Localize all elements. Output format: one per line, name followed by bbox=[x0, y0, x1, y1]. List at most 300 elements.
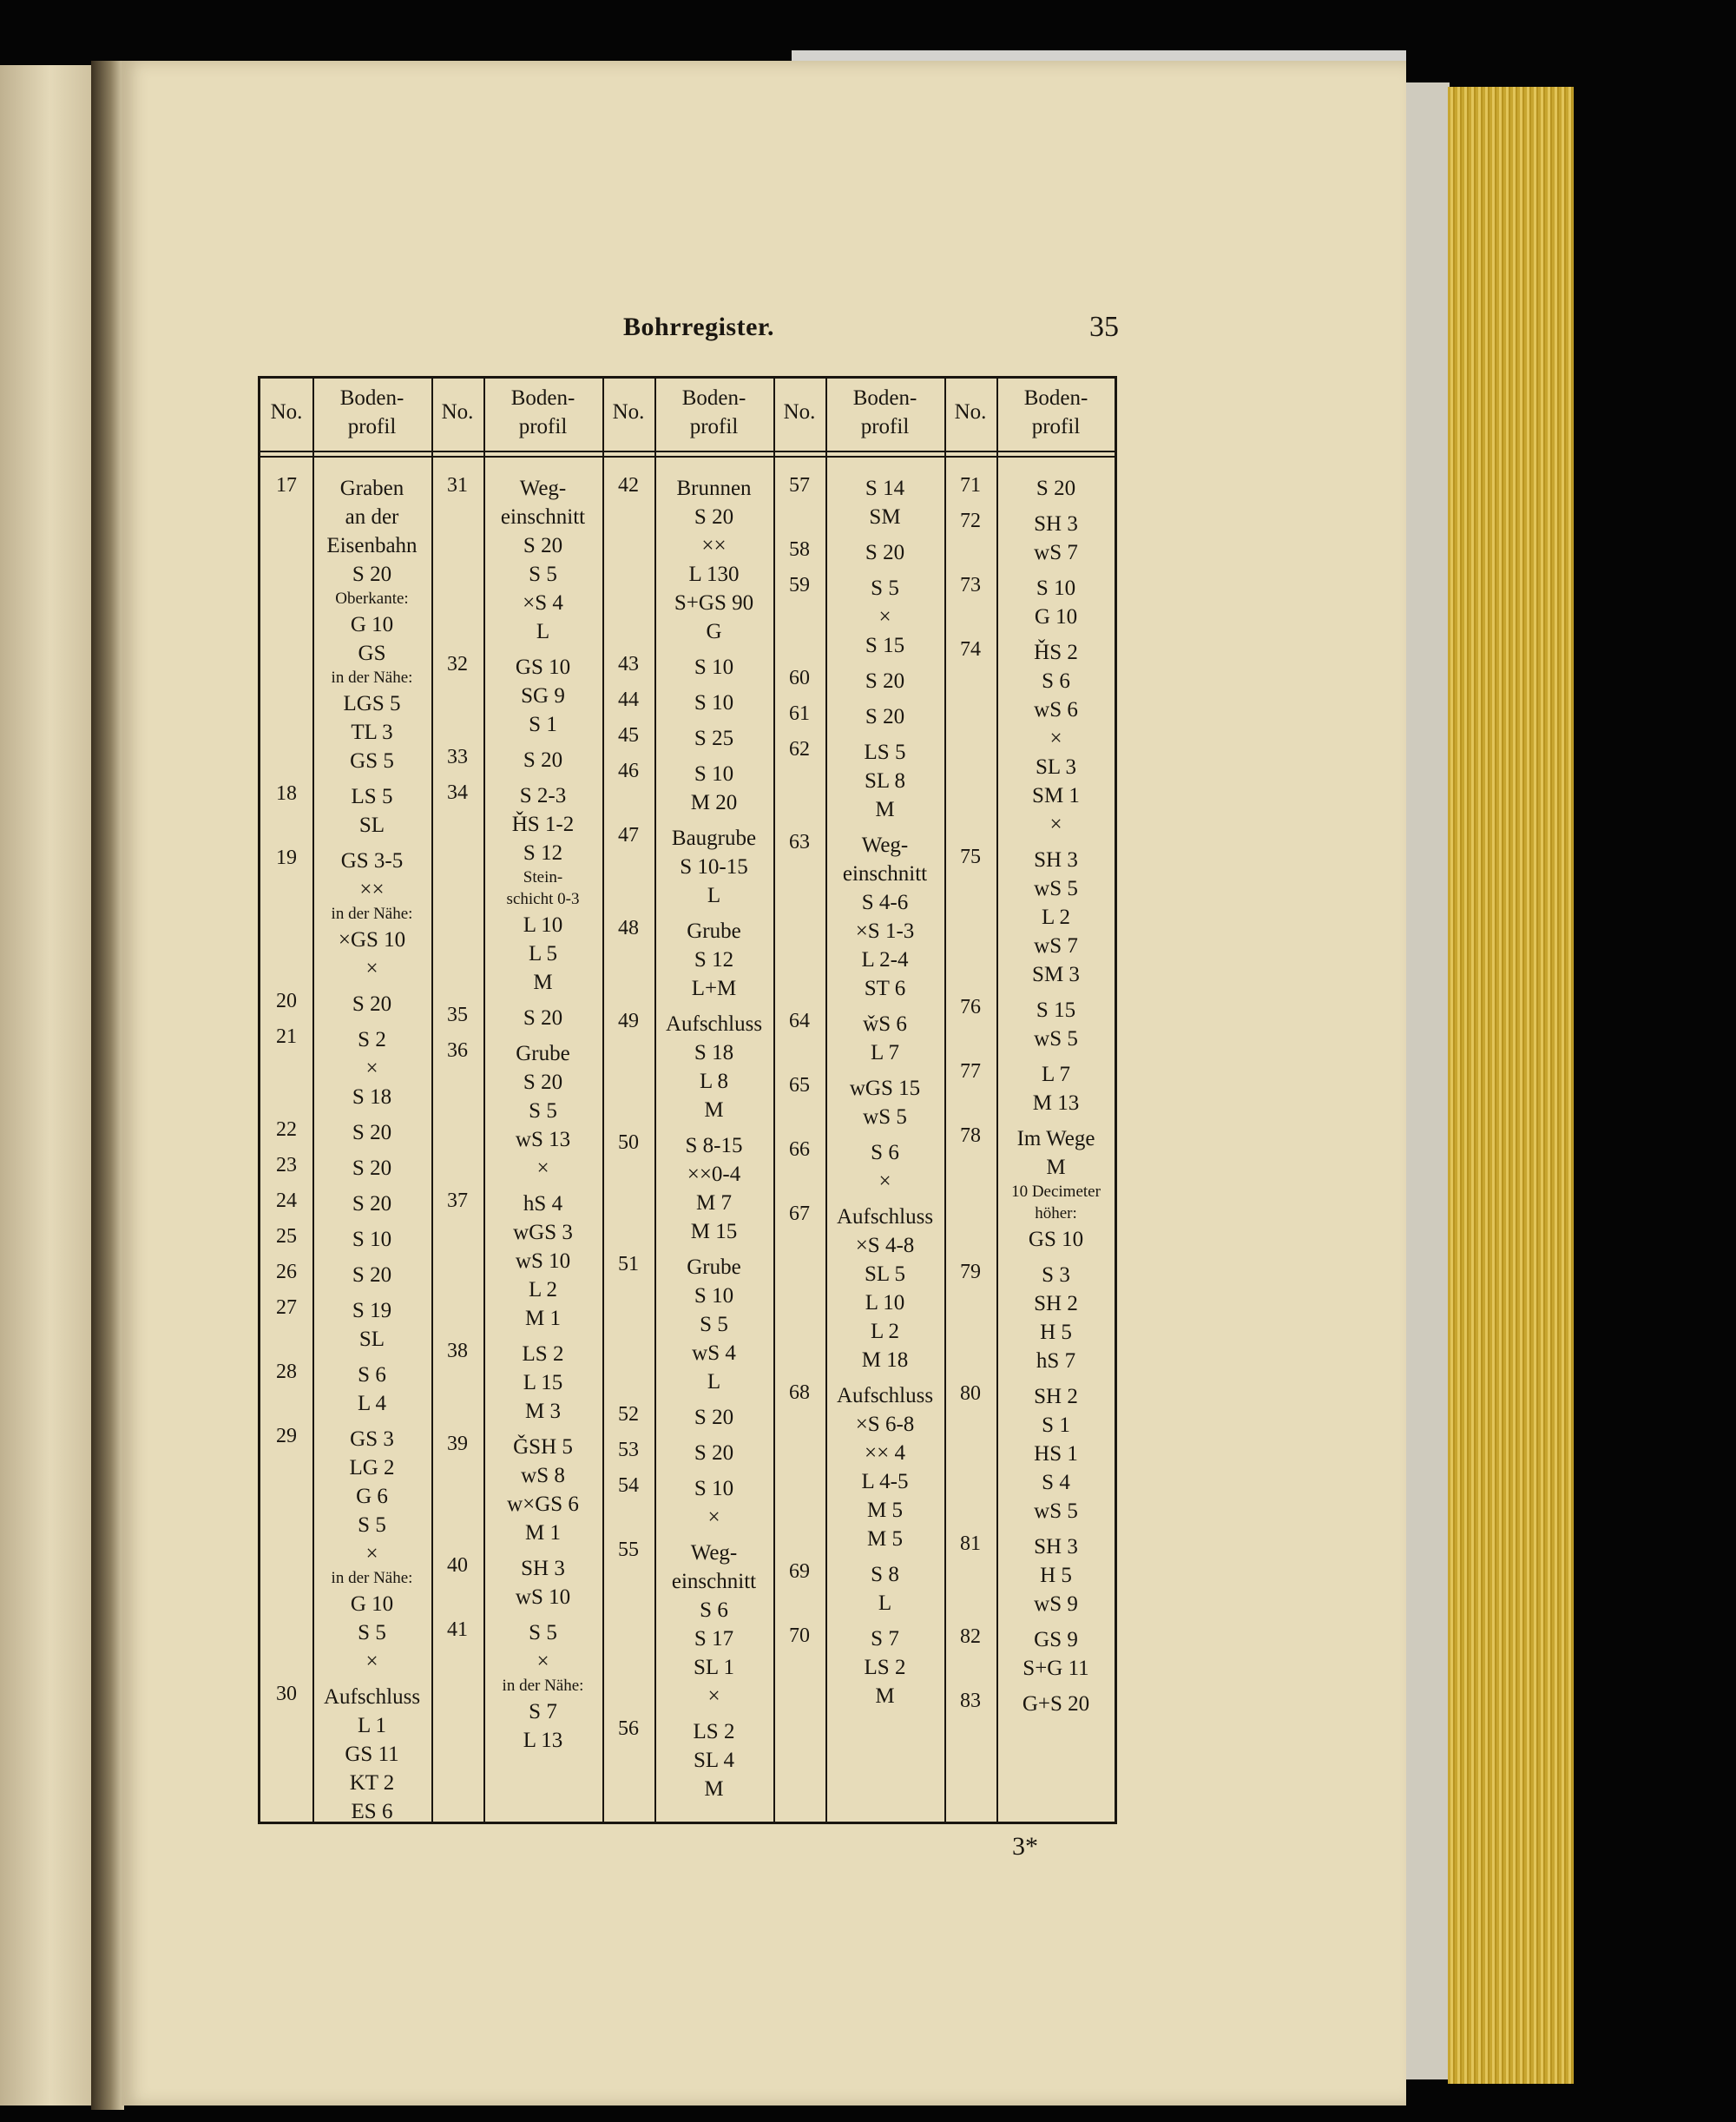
profile-line: wS 5 bbox=[1034, 1499, 1078, 1523]
profile-line: L 7 bbox=[870, 1041, 900, 1064]
profile-line: M 13 bbox=[1032, 1091, 1080, 1115]
profile-line: × bbox=[536, 1157, 549, 1180]
profile-line: × bbox=[365, 957, 378, 980]
profile-line: L 2-4 bbox=[861, 948, 909, 972]
boring-number: 29 bbox=[276, 1425, 297, 1447]
profile-line: L 130 bbox=[688, 563, 740, 586]
profile-line: S 5 bbox=[529, 1621, 557, 1644]
profile-line: ×GS 10 bbox=[338, 928, 406, 952]
profile-line: GS 11 bbox=[345, 1743, 399, 1766]
boring-number: 70 bbox=[789, 1624, 810, 1647]
profile-line: wS 4 bbox=[692, 1341, 736, 1365]
header-no: No. bbox=[270, 400, 303, 424]
boring-number: 50 bbox=[618, 1131, 639, 1154]
profile-line: S 8 bbox=[871, 1563, 899, 1586]
profile-line: SL 1 bbox=[694, 1656, 734, 1679]
header-boden-line: Boden- bbox=[1023, 386, 1088, 410]
boring-number: 67 bbox=[789, 1203, 810, 1225]
header-no: No. bbox=[612, 400, 645, 424]
profile-line: S 20 bbox=[694, 1406, 734, 1429]
boring-number: 46 bbox=[618, 760, 639, 782]
boring-number: 26 bbox=[276, 1261, 297, 1283]
profile-line: S 15 bbox=[1036, 998, 1076, 1022]
boring-number: 56 bbox=[618, 1717, 639, 1740]
boring-number: 20 bbox=[276, 990, 297, 1012]
boring-number: 33 bbox=[447, 746, 468, 768]
profile-line: M 7 bbox=[696, 1191, 732, 1215]
profile-line: G bbox=[706, 620, 722, 643]
profile-line: ǦSH 5 bbox=[513, 1435, 573, 1459]
profile-line: 10 Decimeter bbox=[1011, 1183, 1101, 1201]
profile-line: wS 8 bbox=[521, 1464, 565, 1487]
profile-line: Aufschluss bbox=[665, 1012, 763, 1036]
profile-line: SG 9 bbox=[521, 684, 565, 708]
boring-number: 73 bbox=[960, 574, 981, 596]
profile-line: SH 3 bbox=[521, 1557, 565, 1580]
profile-line: × bbox=[365, 1057, 378, 1080]
boring-number: 82 bbox=[960, 1625, 981, 1648]
profile-line: S+GS 90 bbox=[674, 591, 754, 615]
profile-line: G 10 bbox=[350, 613, 394, 636]
profile-line: S 20 bbox=[352, 563, 392, 586]
profile-line: w̌S 6 bbox=[863, 1012, 907, 1036]
profile-line: S 20 bbox=[352, 1157, 392, 1180]
profile-line: S 10 bbox=[352, 1228, 392, 1251]
profile-line: × bbox=[1049, 813, 1062, 836]
left-page bbox=[0, 65, 91, 2106]
header-boden-line: Boden- bbox=[510, 386, 575, 410]
profile-line: S+G 11 bbox=[1023, 1657, 1089, 1680]
profile-line: Aufschluss bbox=[323, 1685, 421, 1709]
profile-line: S 20 bbox=[865, 541, 905, 564]
boring-number: 49 bbox=[618, 1010, 639, 1032]
boring-number: 78 bbox=[960, 1124, 981, 1147]
profile-line: LS 2 bbox=[522, 1342, 564, 1366]
boring-number: 21 bbox=[276, 1025, 297, 1048]
boring-number: 51 bbox=[618, 1253, 639, 1275]
header-rule-double bbox=[260, 456, 1115, 458]
profile-line: LS 2 bbox=[864, 1656, 906, 1679]
page-number: 35 bbox=[1089, 311, 1119, 343]
boring-number: 64 bbox=[789, 1010, 810, 1032]
boring-number: 37 bbox=[447, 1190, 468, 1212]
profile-line: L 5 bbox=[528, 942, 558, 965]
profile-line: Im Wege bbox=[1016, 1127, 1095, 1150]
profile-line: M 18 bbox=[861, 1348, 909, 1372]
profile-line: wS 10 bbox=[515, 1249, 571, 1273]
profile-line: wS 5 bbox=[863, 1105, 907, 1129]
profile-line: G 6 bbox=[356, 1485, 388, 1508]
profile-line: S 10-15 bbox=[680, 855, 748, 879]
profile-line: wS 9 bbox=[1034, 1592, 1078, 1616]
profile-line: wS 7 bbox=[1034, 541, 1078, 564]
profile-line: M 5 bbox=[867, 1527, 903, 1551]
profile-line: in der Nähe: bbox=[502, 1677, 584, 1695]
profile-line: L bbox=[878, 1592, 892, 1615]
profile-line: ×× bbox=[701, 534, 727, 557]
profile-line: S 5 bbox=[700, 1313, 728, 1336]
profile-line: SH 2 bbox=[1034, 1292, 1078, 1315]
boring-number: 74 bbox=[960, 638, 981, 661]
profile-line: M bbox=[704, 1777, 724, 1801]
profile-line: Graben bbox=[339, 477, 404, 500]
profile-line: L 1 bbox=[357, 1714, 387, 1737]
profile-line: S 20 bbox=[523, 1006, 563, 1030]
column-rule-inner bbox=[825, 379, 827, 1822]
profile-line: SL bbox=[358, 1328, 385, 1351]
profile-line: wGS 3 bbox=[513, 1221, 573, 1244]
profile-line: S 18 bbox=[352, 1085, 392, 1109]
column-rule bbox=[431, 379, 433, 1822]
header-profil-line: profil bbox=[860, 415, 910, 438]
profile-line: L bbox=[707, 884, 721, 907]
profile-line: SL 8 bbox=[865, 769, 905, 793]
profile-line: ×× 4 bbox=[865, 1441, 905, 1465]
profile-line: S 20 bbox=[694, 505, 734, 529]
header-bodenprofil bbox=[825, 384, 944, 441]
profile-line: ×S 6-8 bbox=[855, 1413, 915, 1436]
profile-line: S 6 bbox=[1042, 669, 1070, 693]
profile-line: S 19 bbox=[352, 1299, 392, 1322]
profile-line: Aufschluss bbox=[836, 1205, 934, 1229]
profile-line: M bbox=[704, 1098, 724, 1122]
profile-line: S 12 bbox=[523, 841, 563, 865]
profile-line: LGS 5 bbox=[343, 692, 401, 715]
profile-line: in der Nähe: bbox=[331, 905, 413, 923]
boring-number: 47 bbox=[618, 824, 639, 847]
header-bodenprofil bbox=[483, 384, 602, 441]
profile-line: S 4-6 bbox=[861, 891, 909, 914]
boring-number: 72 bbox=[960, 510, 981, 532]
header-profil-line: profil bbox=[1031, 415, 1081, 438]
boring-number: 83 bbox=[960, 1690, 981, 1712]
profile-line: S 4 bbox=[1042, 1471, 1070, 1494]
boring-number: 60 bbox=[789, 667, 810, 689]
profile-line: schicht 0-3 bbox=[506, 890, 580, 908]
profile-line: GS 3-5 bbox=[340, 849, 404, 873]
boring-number: 54 bbox=[618, 1474, 639, 1497]
profile-line: S 20 bbox=[1036, 477, 1076, 500]
profile-line: S 8-15 bbox=[685, 1134, 743, 1157]
profile-line: S 12 bbox=[694, 948, 734, 972]
boring-number: 43 bbox=[618, 653, 639, 675]
header-profil-line: profil bbox=[689, 415, 739, 438]
profile-line: S 17 bbox=[694, 1627, 734, 1651]
profile-line: ××0-4 bbox=[687, 1163, 741, 1186]
header-profil-line: profil bbox=[347, 415, 397, 438]
profile-line: S 10 bbox=[694, 1477, 734, 1500]
profile-line: × bbox=[536, 1650, 549, 1673]
profile-line: L 2 bbox=[528, 1278, 558, 1302]
boring-number: 61 bbox=[789, 702, 810, 725]
boring-number: 53 bbox=[618, 1439, 639, 1461]
profile-line: LS 5 bbox=[351, 785, 393, 808]
boring-number: 48 bbox=[618, 917, 639, 939]
profile-line: SM 1 bbox=[1032, 784, 1080, 807]
boring-number: 42 bbox=[618, 474, 639, 497]
profile-line: M 20 bbox=[690, 791, 738, 814]
profile-line: HS 1 bbox=[1034, 1442, 1078, 1466]
header-bodenprofil bbox=[996, 384, 1115, 441]
profile-line: wS 13 bbox=[515, 1128, 571, 1151]
profile-line: SH 3 bbox=[1034, 848, 1078, 872]
boring-number: 40 bbox=[447, 1554, 468, 1577]
profile-line: Aufschluss bbox=[836, 1384, 934, 1407]
profile-line: GS 10 bbox=[1028, 1228, 1084, 1251]
profile-line: S 5 bbox=[871, 577, 899, 600]
profile-line: L 2 bbox=[870, 1320, 900, 1343]
column-rule-inner bbox=[483, 379, 485, 1822]
profile-line: S 10 bbox=[694, 656, 734, 679]
boring-number: 69 bbox=[789, 1560, 810, 1583]
profile-line: KT 2 bbox=[349, 1771, 395, 1795]
profile-line: L 10 bbox=[523, 913, 563, 937]
profile-line: S 2 bbox=[358, 1028, 386, 1051]
profile-line: wGS 15 bbox=[849, 1077, 921, 1100]
boring-number: 58 bbox=[789, 538, 810, 561]
profile-line: S 5 bbox=[529, 563, 557, 586]
profile-line: wS 5 bbox=[1034, 1027, 1078, 1051]
profile-line: SL 5 bbox=[865, 1262, 905, 1286]
boring-number: 24 bbox=[276, 1190, 297, 1212]
profile-line: Grube bbox=[687, 919, 741, 943]
boring-number: 35 bbox=[447, 1004, 468, 1026]
profile-line: S 20 bbox=[523, 534, 563, 557]
boring-number: 63 bbox=[789, 831, 810, 853]
profile-line: GS 9 bbox=[1034, 1628, 1078, 1651]
profile-line: wS 7 bbox=[1034, 934, 1078, 958]
profile-line: einschnitt bbox=[500, 505, 586, 529]
profile-line: S 7 bbox=[529, 1700, 557, 1723]
profile-line: GS 3 bbox=[350, 1427, 394, 1451]
profile-line: M 1 bbox=[525, 1307, 561, 1330]
profile-line: einschnitt bbox=[671, 1570, 757, 1593]
profile-line: L 15 bbox=[523, 1371, 563, 1394]
profile-line: × bbox=[365, 1650, 378, 1673]
page-edge-gilt bbox=[1448, 87, 1574, 2084]
profile-line: höher: bbox=[1035, 1204, 1077, 1222]
header-boden-line: Boden- bbox=[852, 386, 917, 410]
profile-line: S 20 bbox=[523, 748, 563, 772]
profile-line: L 2 bbox=[1041, 906, 1071, 929]
boring-number: 22 bbox=[276, 1118, 297, 1141]
profile-line: ×× bbox=[359, 878, 385, 901]
profile-line: an der bbox=[345, 505, 399, 529]
boring-number: 44 bbox=[618, 689, 639, 711]
boring-number: 81 bbox=[960, 1532, 981, 1555]
profile-line: SM bbox=[869, 505, 901, 529]
boring-number: 75 bbox=[960, 846, 981, 868]
profile-line: S 20 bbox=[352, 1192, 392, 1216]
profile-line: Stein- bbox=[523, 868, 563, 886]
book-gutter bbox=[91, 61, 124, 2110]
profile-line: L 7 bbox=[1041, 1063, 1071, 1086]
profile-line: Weg- bbox=[519, 477, 567, 500]
profile-line: in der Nähe: bbox=[331, 669, 413, 687]
boring-number: 76 bbox=[960, 996, 981, 1018]
profile-line: Oberkante: bbox=[335, 590, 409, 608]
profile-line: ES 6 bbox=[351, 1800, 393, 1823]
profile-line: G 10 bbox=[350, 1592, 394, 1616]
profile-line: Baugrube bbox=[671, 827, 757, 850]
boring-number: 45 bbox=[618, 724, 639, 747]
profile-line: × bbox=[1049, 727, 1062, 750]
profile-line: ×S 4-8 bbox=[855, 1234, 915, 1257]
header-no: No. bbox=[954, 400, 987, 424]
profile-line: L 4-5 bbox=[861, 1470, 909, 1493]
profile-line: M bbox=[533, 971, 553, 994]
profile-line: S 10 bbox=[694, 1284, 734, 1308]
profile-line: S 5 bbox=[358, 1621, 386, 1644]
profile-line: SH 3 bbox=[1034, 1535, 1078, 1559]
profile-line: Grube bbox=[516, 1042, 570, 1065]
profile-line: Brunnen bbox=[676, 477, 752, 500]
profile-line: × bbox=[707, 1684, 720, 1708]
profile-line: S 20 bbox=[352, 1263, 392, 1287]
boring-number: 19 bbox=[276, 847, 297, 869]
profile-line: G+S 20 bbox=[1022, 1692, 1090, 1716]
profile-line: L bbox=[536, 620, 550, 643]
boring-number: 59 bbox=[789, 574, 810, 596]
boring-number: 30 bbox=[276, 1683, 297, 1705]
profile-line: SH 3 bbox=[1034, 512, 1078, 536]
profile-line: wS 10 bbox=[515, 1585, 571, 1609]
profile-line: L bbox=[707, 1370, 721, 1394]
profile-line: in der Nähe: bbox=[331, 1569, 413, 1587]
profile-line: S 20 bbox=[865, 705, 905, 728]
boring-number: 28 bbox=[276, 1361, 297, 1383]
profile-line: S 18 bbox=[694, 1041, 734, 1064]
profile-line: LG 2 bbox=[349, 1456, 395, 1479]
profile-line: H 5 bbox=[1040, 1564, 1072, 1587]
page-edge-white bbox=[1406, 82, 1450, 2079]
profile-line: S 1 bbox=[1042, 1414, 1070, 1437]
boring-number: 32 bbox=[447, 653, 468, 675]
profile-line: × bbox=[878, 1170, 891, 1193]
profile-line: S 5 bbox=[358, 1513, 386, 1537]
header-no: No. bbox=[783, 400, 816, 424]
profile-line: SM 3 bbox=[1032, 963, 1080, 986]
header-boden-line: Boden- bbox=[681, 386, 746, 410]
profile-line: GS 10 bbox=[515, 656, 571, 679]
profile-line: S 25 bbox=[694, 727, 734, 750]
boring-number: 31 bbox=[447, 474, 468, 497]
running-header: Bohrregister. bbox=[623, 313, 774, 341]
boring-number: 36 bbox=[447, 1039, 468, 1062]
boring-number: 34 bbox=[447, 781, 468, 804]
profile-line: × bbox=[365, 1542, 378, 1565]
profile-line: S 20 bbox=[352, 1121, 392, 1144]
column-rule-inner bbox=[312, 379, 314, 1822]
boring-number: 25 bbox=[276, 1225, 297, 1248]
profile-line: L+M bbox=[691, 977, 737, 1000]
column-rule-inner bbox=[996, 379, 998, 1822]
profile-line: SL bbox=[358, 814, 385, 837]
boring-number: 79 bbox=[960, 1261, 981, 1283]
boring-number: 62 bbox=[789, 738, 810, 761]
profile-line: SH 2 bbox=[1034, 1385, 1078, 1408]
profile-line: hS 7 bbox=[1036, 1349, 1076, 1373]
profile-line: Grube bbox=[687, 1255, 741, 1279]
profile-line: Weg- bbox=[861, 834, 909, 857]
profile-line: TL 3 bbox=[351, 721, 393, 744]
profile-line: S 10 bbox=[694, 691, 734, 715]
profile-line: L 4 bbox=[357, 1392, 387, 1415]
profile-line: SL 3 bbox=[1036, 755, 1076, 779]
profile-line: GS 5 bbox=[350, 749, 394, 773]
profile-line: M 5 bbox=[867, 1499, 903, 1522]
profile-line: M bbox=[875, 1684, 895, 1708]
profile-line: S 6 bbox=[871, 1141, 899, 1164]
profile-line: S 7 bbox=[871, 1627, 899, 1651]
profile-line: M 3 bbox=[525, 1400, 561, 1423]
header-bodenprofil bbox=[654, 384, 773, 441]
column-rule-inner bbox=[654, 379, 656, 1822]
profile-line: M 15 bbox=[690, 1220, 738, 1243]
profile-line: S 10 bbox=[694, 762, 734, 786]
boring-number: 23 bbox=[276, 1154, 297, 1176]
boring-number: 80 bbox=[960, 1382, 981, 1405]
profile-line: wS 5 bbox=[1034, 877, 1078, 900]
profile-line: ȞS 2 bbox=[1034, 641, 1078, 664]
boring-number: 65 bbox=[789, 1074, 810, 1097]
profile-line: S 20 bbox=[694, 1441, 734, 1465]
header-bodenprofil bbox=[312, 384, 431, 441]
header-profil-line: profil bbox=[518, 415, 568, 438]
profile-line: L 10 bbox=[865, 1291, 905, 1315]
boring-number: 68 bbox=[789, 1381, 810, 1404]
boring-number: 18 bbox=[276, 782, 297, 805]
profile-line: S 6 bbox=[358, 1363, 386, 1387]
profile-line: GS bbox=[358, 642, 386, 665]
boring-number: 39 bbox=[447, 1433, 468, 1455]
profile-line: S 1 bbox=[529, 713, 557, 736]
profile-line: ST 6 bbox=[864, 977, 906, 1000]
signature-mark: 3* bbox=[1012, 1832, 1038, 1861]
header-boden-line: Boden- bbox=[339, 386, 404, 410]
profile-line: Eisenbahn bbox=[326, 534, 418, 557]
profile-line: L 8 bbox=[699, 1070, 729, 1093]
profile-line: M bbox=[1046, 1156, 1066, 1179]
boring-number: 41 bbox=[447, 1618, 468, 1641]
profile-line: ×S 1-3 bbox=[855, 919, 915, 943]
profile-line: ȞS 1-2 bbox=[511, 813, 575, 836]
profile-line: S 20 bbox=[865, 669, 905, 693]
profile-line: S 15 bbox=[865, 634, 905, 657]
boring-number: 71 bbox=[960, 474, 981, 497]
profile-line: L 13 bbox=[523, 1729, 563, 1752]
profile-line: S 3 bbox=[1042, 1263, 1070, 1287]
profile-line: S 5 bbox=[529, 1099, 557, 1123]
profile-line: ×S 4 bbox=[523, 591, 563, 615]
profile-line: Weg- bbox=[690, 1541, 738, 1565]
profile-line: × bbox=[878, 605, 891, 629]
profile-line: SL 4 bbox=[694, 1749, 734, 1772]
boring-number: 66 bbox=[789, 1138, 810, 1161]
profile-line: wS 6 bbox=[1034, 698, 1078, 722]
boring-number: 38 bbox=[447, 1340, 468, 1362]
bohrregister-table bbox=[258, 376, 1117, 1824]
boring-number: 55 bbox=[618, 1539, 639, 1561]
boring-number: 52 bbox=[618, 1403, 639, 1426]
profile-line: S 14 bbox=[865, 477, 905, 500]
profile-line: S 2-3 bbox=[519, 784, 567, 807]
profile-line: S 20 bbox=[352, 992, 392, 1016]
profile-line: w×GS 6 bbox=[507, 1493, 579, 1516]
profile-line: S 20 bbox=[523, 1071, 563, 1094]
boring-number: 57 bbox=[789, 474, 810, 497]
header-no: No. bbox=[441, 400, 474, 424]
